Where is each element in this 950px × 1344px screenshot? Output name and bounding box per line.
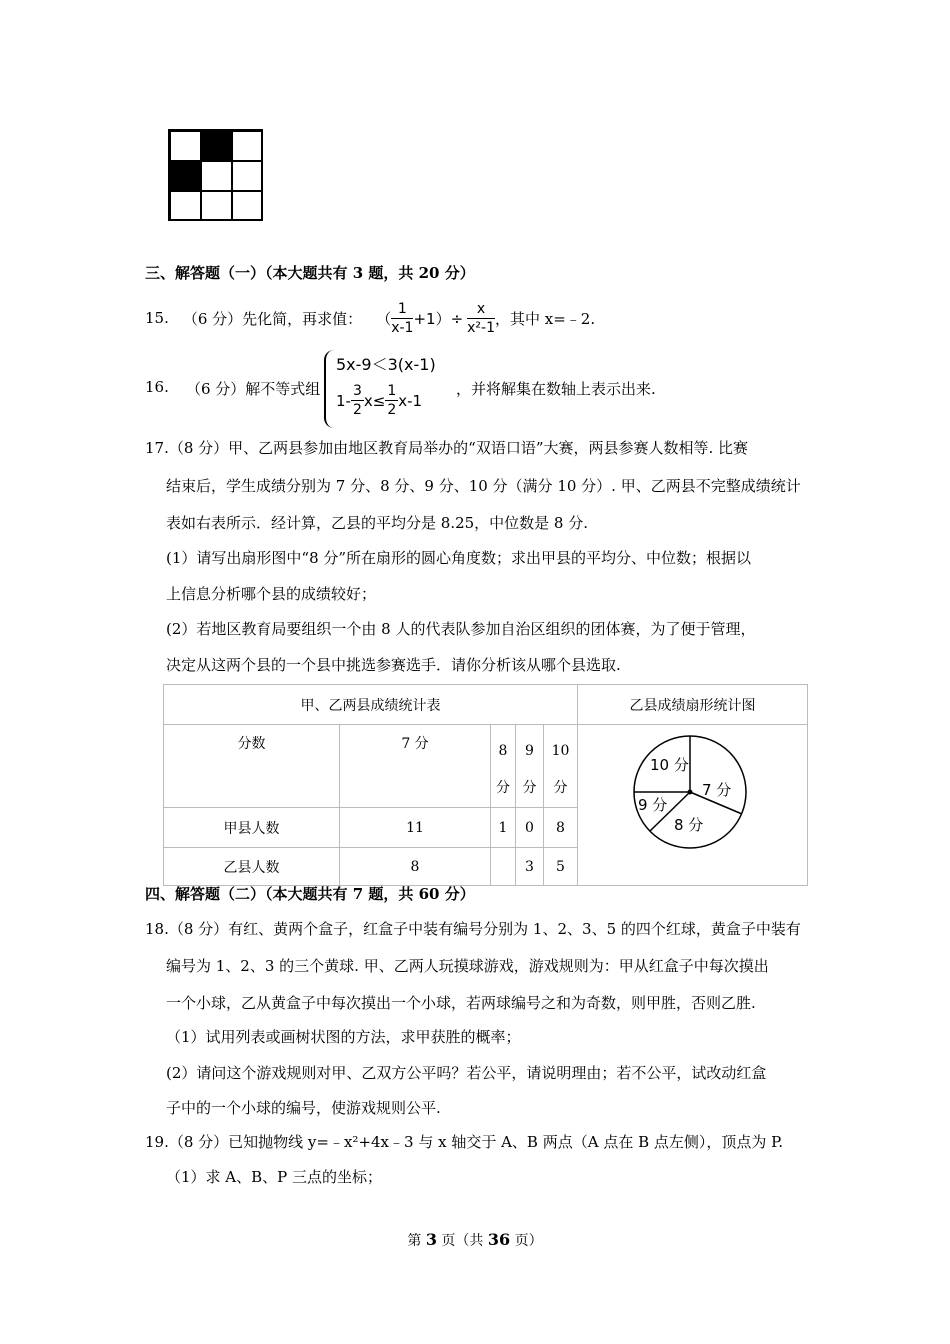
page-footer <box>0 1230 950 1250</box>
q16-inequality-1: 5x-9＜3(x-1) <box>336 355 436 374</box>
header-10 <box>544 725 578 808</box>
header-score: 分数 <box>164 725 340 808</box>
q17-line: 结束后，学生成绩分别为 7 分、8 分、9 分、10 分（满分 10 分）. 甲、乙两县不完整成绩统计 <box>166 477 801 495</box>
cell-value: 11 <box>340 808 491 848</box>
pie-label-8: 8 分 <box>674 815 704 834</box>
header-9 <box>516 725 544 808</box>
q17-line: 17.（8 分）甲、乙两县参加由地区教育局举办的“双语口语”大赛，两县参赛人数相等. 比赛 <box>145 439 749 457</box>
cell-value: 3 <box>516 848 544 886</box>
q18-line: （1）试用列表或画树状图的方法，求甲获胜的概率； <box>166 1028 521 1046</box>
q15-fraction-2 <box>467 300 495 337</box>
grid-cell <box>232 191 263 221</box>
grid-figure <box>168 129 263 221</box>
cell-value: 8 <box>340 848 491 886</box>
table-title: 甲、乙两县成绩统计表 <box>164 685 578 725</box>
q17-line: (2）若地区教育局要组织一个由 8 人的代表队参加自治区组织的团体赛，为了便于管理， <box>166 620 756 638</box>
footer-text: 第 <box>407 1233 426 1249</box>
header-10-num: 10 <box>551 743 570 759</box>
grid-cell <box>201 161 232 191</box>
pie-label-9: 9 分 <box>638 795 668 814</box>
header-8-unit: 分 <box>496 780 510 796</box>
ineq-part: 1- <box>336 391 351 410</box>
q18-line: (2）请问这个游戏规则对甲、乙双方公平吗？若公平，请说明理由；若不公平，试改动红盒 <box>166 1064 767 1082</box>
q16-lead: （6 分）解不等式组 <box>186 380 321 398</box>
q16-number: 16. <box>145 378 169 396</box>
fraction-denominator: 2 <box>352 402 362 418</box>
grid-cell <box>170 191 201 221</box>
pie-label-10: 10 分 <box>650 755 689 774</box>
ineq-part: x≤ <box>363 391 386 410</box>
pie-label-7: 7 分 <box>702 780 732 799</box>
ineq-fraction-1 <box>351 382 364 419</box>
grid-cell <box>232 161 263 191</box>
cell-value: 5 <box>544 848 578 886</box>
cell-value: 8 <box>544 808 578 848</box>
fraction-denominator: x-1 <box>391 319 414 336</box>
footer-text: 页） <box>510 1233 543 1249</box>
header-8-num: 8 <box>498 743 508 759</box>
fraction-numerator: 1 <box>387 383 397 399</box>
q18-line: 一个小球，乙从黄盒子中每次摸出一个小球，若两球编号之和为奇数，则甲胜，否则乙胜. <box>166 994 756 1012</box>
grid-cell <box>170 131 201 161</box>
q19-line: （1）求 A、B、P 三点的坐标； <box>166 1168 383 1186</box>
pie-title: 乙县成绩扇形统计图 <box>578 685 808 725</box>
pie-cell <box>578 725 808 886</box>
q15-tail: ，其中 x=﹣2. <box>495 309 596 328</box>
q18-line: 编号为 1、2、3 的三个黄球. 甲、乙两人玩摸球游戏，游戏规则为：甲从红盒子中每次摸出 <box>166 957 769 975</box>
fraction-numerator: 1 <box>391 300 413 319</box>
grid-cell <box>201 191 232 221</box>
q16-tail: ，并将解集在数轴上表示出来. <box>456 380 656 398</box>
fraction-numerator: x <box>467 300 495 319</box>
header-10-unit: 分 <box>553 780 568 796</box>
cell-value: 0 <box>516 808 544 848</box>
q17-line: 上信息分析哪个县的成绩较好； <box>166 585 377 603</box>
q15-number: 15. <box>145 309 169 327</box>
question-15 <box>145 296 595 340</box>
q17-line: 决定从这两个县的一个县中挑选参赛选手．请你分析该从哪个县选取. <box>166 656 621 674</box>
page-number: 3 <box>425 1230 437 1249</box>
section-4-title: 四、解答题（二）（本大题共有 7 题，共 60 分） <box>145 885 475 903</box>
grid-cell <box>232 131 263 161</box>
q15-open: （ <box>376 309 392 328</box>
q15-plus-one: +1）÷ <box>413 309 464 328</box>
header-7: 7 分 <box>340 725 491 808</box>
ineq-fraction-2 <box>385 382 398 419</box>
q19-line: 19.（8 分）已知抛物线 y=﹣x²+4x﹣3 与 x 轴交于 A、B 两点（A 点在 B 点左侧），顶点为 P. <box>145 1133 783 1151</box>
q17-line: (1）请写出扇形图中“8 分”所在扇形的圆心角度数；求出甲县的平均分、中位数；根据以 <box>166 549 752 567</box>
q18-line: 子中的一个小球的编号，使游戏规则公平. <box>166 1099 441 1117</box>
footer-text: 页（共 <box>436 1233 488 1249</box>
row-jia-label: 甲县人数 <box>164 808 340 848</box>
row-yi-label: 乙县人数 <box>164 848 340 886</box>
fraction-numerator: 3 <box>352 383 362 399</box>
header-9-unit: 分 <box>522 780 537 796</box>
q15-lead: （6 分）先化简，再求值： <box>182 309 363 328</box>
header-9-num: 9 <box>525 743 534 759</box>
score-table <box>163 684 808 886</box>
page-total: 36 <box>487 1230 511 1249</box>
q17-line: 表如右表所示．经计算，乙县的平均分是 8.25，中位数是 8 分. <box>166 514 589 532</box>
grid-cell-black <box>170 161 201 191</box>
q16-inequality-2 <box>336 382 422 419</box>
q18-line: 18.（8 分）有红、黄两个盒子，红盒子中装有编号分别为 1、2、3、5 的四个红球，黄盒子中装有 <box>145 920 801 938</box>
pie-center <box>688 789 693 794</box>
ineq-part: x-1 <box>398 391 423 410</box>
fraction-denominator: 2 <box>387 402 397 418</box>
system-brace <box>324 350 334 428</box>
cell-value: 1 <box>491 808 516 848</box>
header-8 <box>491 725 516 808</box>
pie-chart <box>578 726 807 881</box>
grid-cell-black <box>201 131 232 161</box>
section-3-title: 三、解答题（一）（本大题共有 3 题，共 20 分） <box>145 264 475 282</box>
cell-value <box>491 848 516 886</box>
q15-fraction-1 <box>391 300 413 337</box>
fraction-denominator: x²-1 <box>467 319 495 336</box>
